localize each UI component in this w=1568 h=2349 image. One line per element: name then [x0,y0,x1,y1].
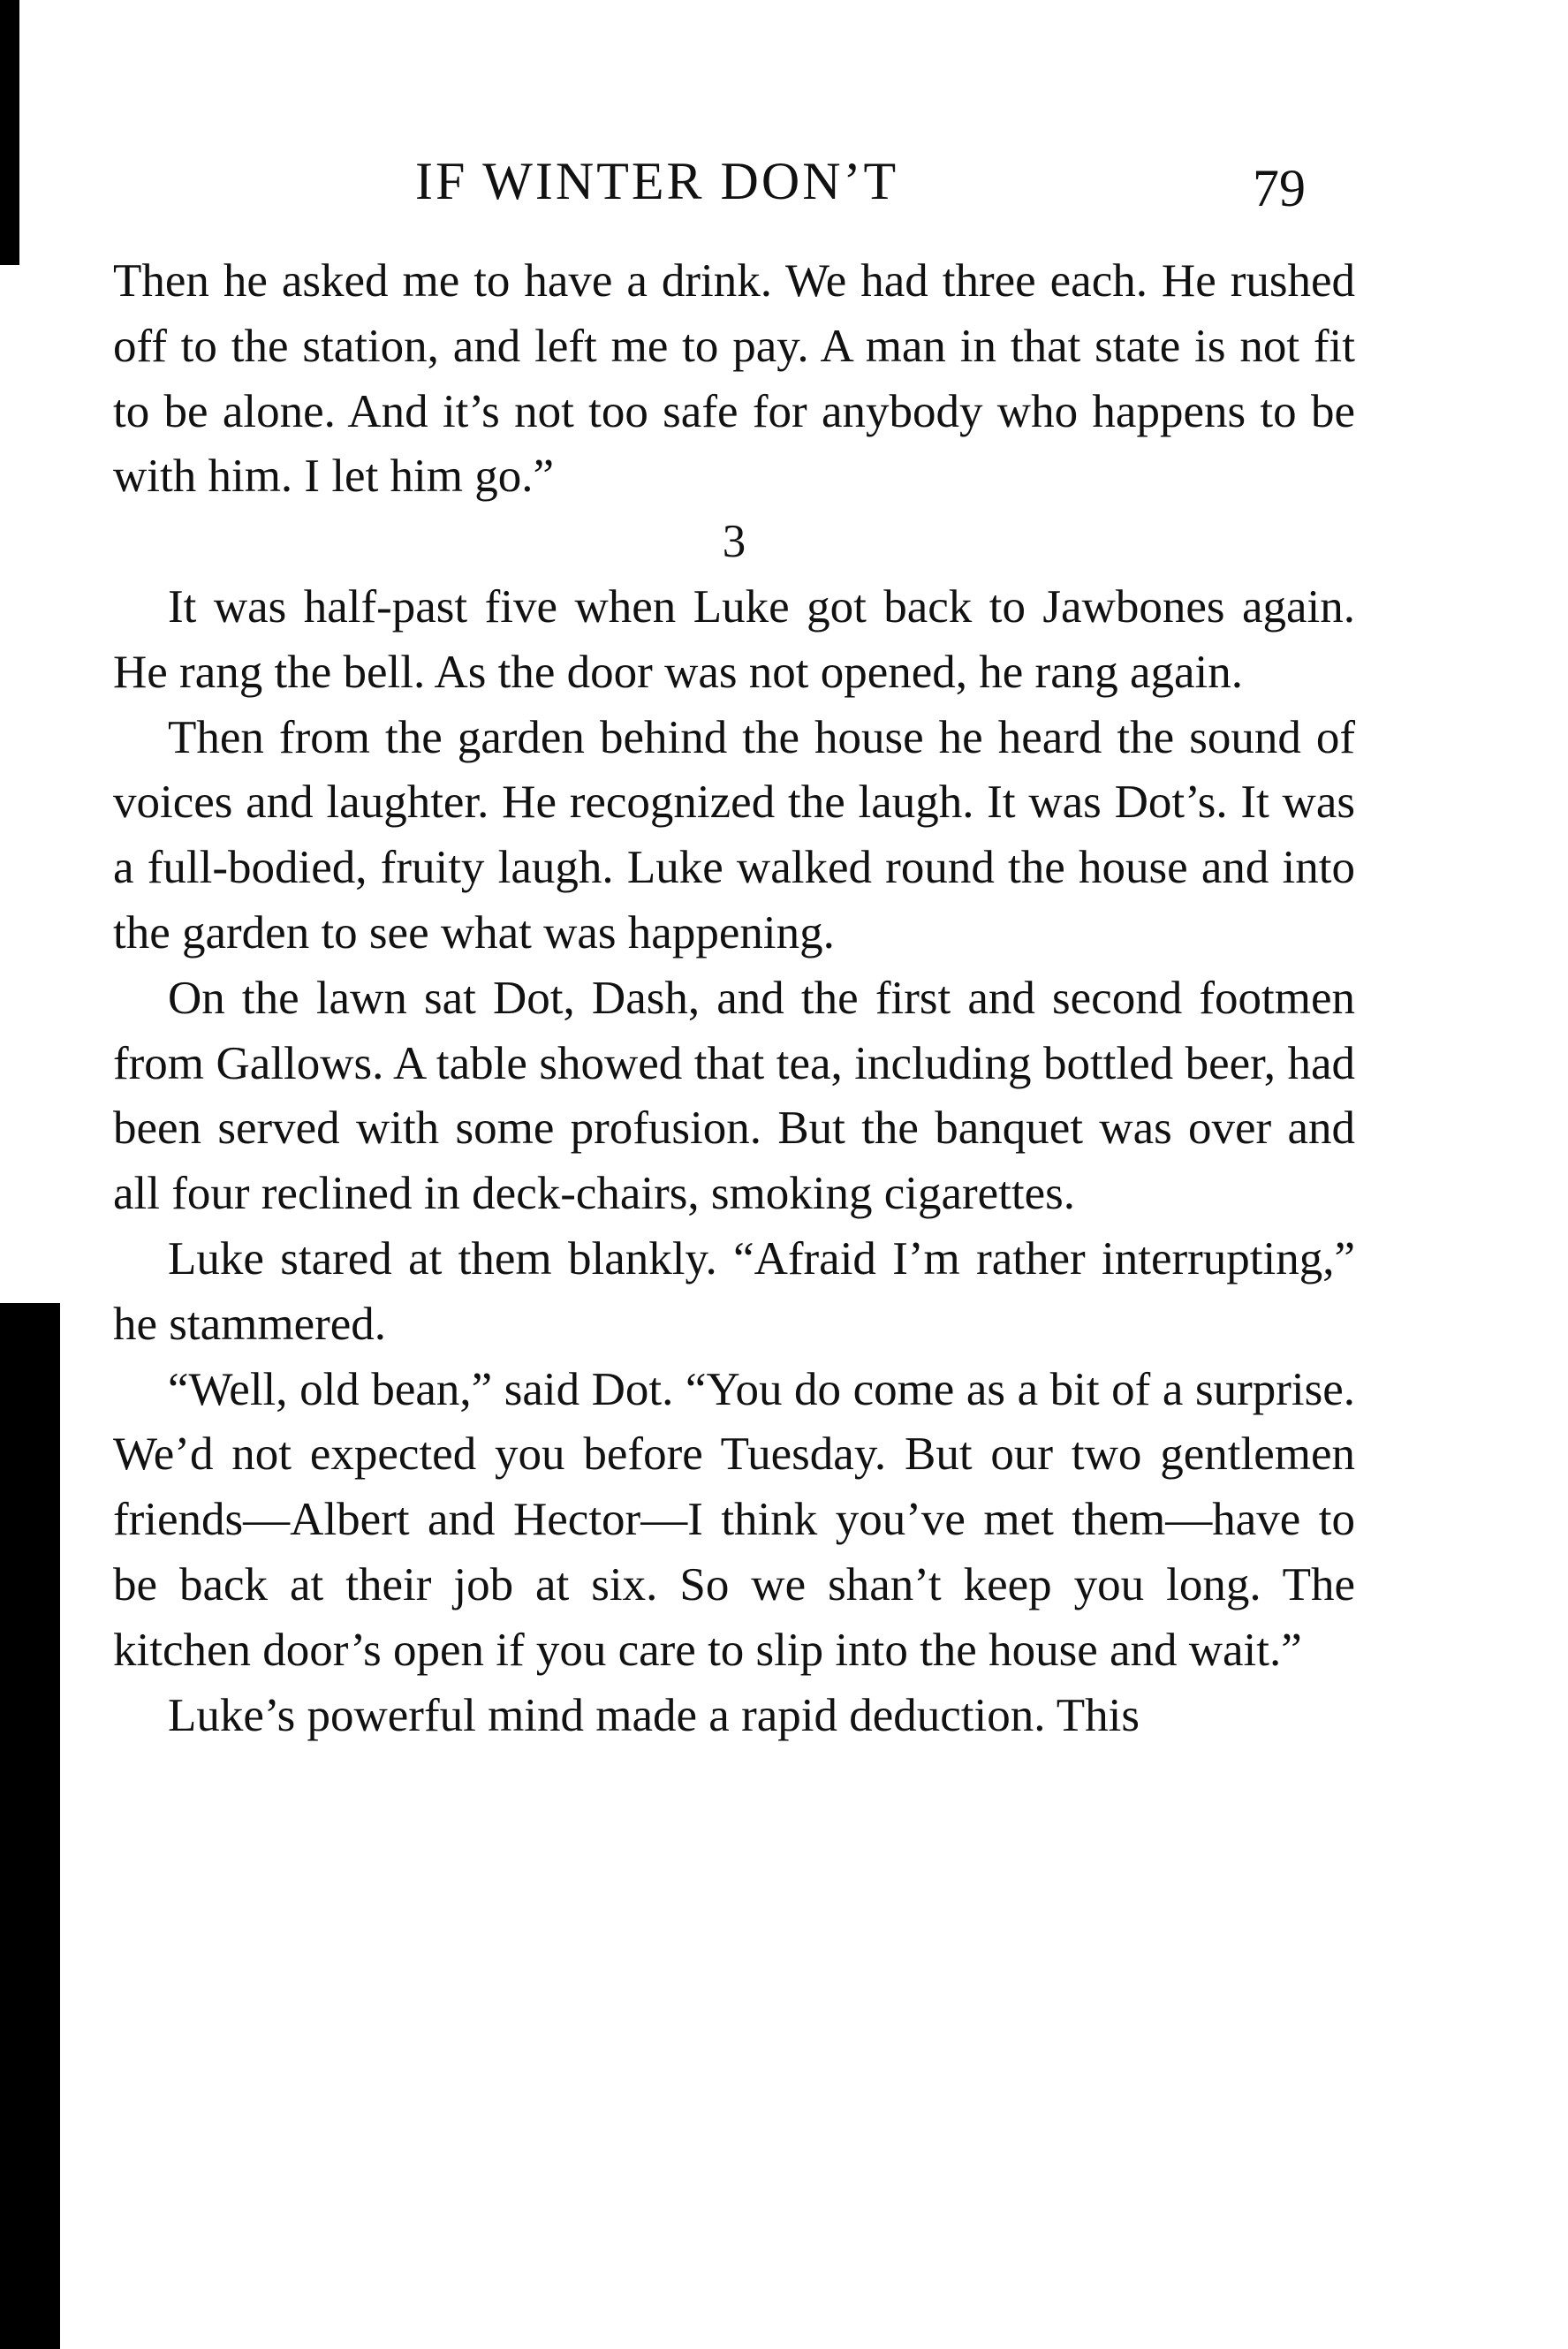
paragraph: “Well, old bean,” said Dot. “You do come as a bit of a surprise. We’d not expected you before Tuesday. But our two gentlemen friends—Albert and Hector—I think you’ve met them—have to be back at their job at six. So we shan’t keep you long. The kitchen door’s open if you care to slip into the house and wait.” [113,1363,1355,1676]
paragraph-continued: Then he asked me to have a drink. We had three each. He rushed off to the station, and left me to pay. A man in that state is not fit to be alone. And it’s not too safe for anybody who happens to be with him. I let him go.” [113,255,1355,503]
paragraph-continues: Luke’s powerful mind made a rapid deduction. This [168,1689,1140,1741]
scan-edge-shadow-bottom [0,1303,60,2349]
running-head [0,146,1568,216]
section-number: 3 [722,516,746,568]
paragraph: On the lawn sat Dot, Dash, and the first and second footmen from Gallows. A table showed that tea, including bottled beer, had been served with some profusion. But the banquet was over and all four reclined in deck-chairs, smoking cigarettes. [113,972,1355,1220]
page-number: 79 [1253,159,1306,217]
running-title: IF WINTER DON’T [415,152,899,210]
paragraph: It was half-past five when Luke got back to Jawbones again. He rang the bell. As the door was not opened, he rang again. [113,580,1355,698]
body-text [113,249,1355,1748]
scan-edge-shadow-top [0,0,19,265]
paragraph: Then from the garden behind the house he heard the sound of voices and laughter. He recognized the laugh. It was Dot’s. It was a full-bodied, fruity laugh. Luke walked round the house and into the garden to see what was happening. [113,711,1355,959]
paragraph: Luke stared at them blankly. “Afraid I’m rather interrupting,” he stammered. [113,1232,1355,1350]
